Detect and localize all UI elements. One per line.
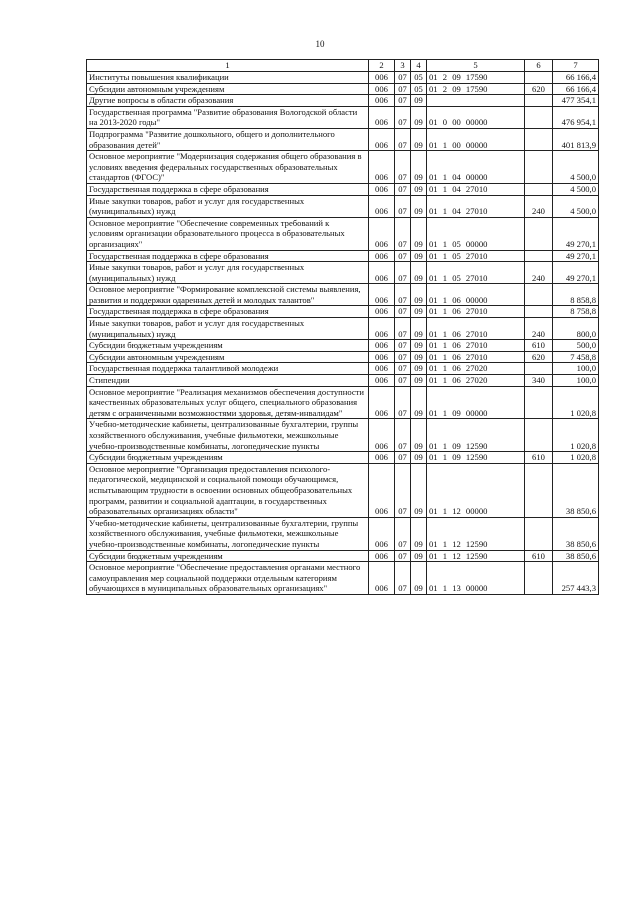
row-section: 07	[395, 72, 411, 84]
row-amount: 257 443,3	[553, 562, 599, 595]
row-admin-code: 006	[369, 106, 395, 128]
table-row	[87, 463, 599, 517]
row-expense-type	[525, 183, 553, 195]
table-row	[87, 452, 599, 464]
row-target-code: 01 1 12 00000	[427, 463, 525, 517]
header-col-4: 4	[411, 60, 427, 72]
row-admin-code: 006	[369, 217, 395, 250]
row-target-code: 01 1 05 00000	[427, 217, 525, 250]
row-subsection: 05	[411, 72, 427, 84]
row-target-code: 01 1 06 27010	[427, 318, 525, 340]
row-admin-code: 006	[369, 550, 395, 562]
row-expense-type: 240	[525, 262, 553, 284]
row-amount: 38 850,6	[553, 463, 599, 517]
table-row	[87, 550, 599, 562]
row-target-code: 01 2 09 17590	[427, 83, 525, 95]
table-row	[87, 95, 599, 107]
row-subsection: 09	[411, 284, 427, 306]
row-section: 07	[395, 128, 411, 150]
table-row	[87, 284, 599, 306]
table-row	[87, 72, 599, 84]
row-amount: 8 858,8	[553, 284, 599, 306]
row-subsection: 09	[411, 550, 427, 562]
row-section: 07	[395, 351, 411, 363]
table-row	[87, 83, 599, 95]
table-row	[87, 128, 599, 150]
row-amount: 66 166,4	[553, 72, 599, 84]
table-body	[87, 72, 599, 595]
row-amount: 477 354,1	[553, 95, 599, 107]
row-amount: 1 020,8	[553, 419, 599, 452]
row-section: 07	[395, 550, 411, 562]
row-admin-code: 006	[369, 72, 395, 84]
row-amount: 100,0	[553, 363, 599, 375]
row-section: 07	[395, 363, 411, 375]
row-target-code: 01 1 05 27010	[427, 250, 525, 262]
row-name: Институты повышения квалификации	[87, 72, 369, 84]
row-target-code: 01 1 06 00000	[427, 284, 525, 306]
row-target-code: 01 1 09 12590	[427, 452, 525, 464]
row-target-code	[427, 95, 525, 107]
row-section: 07	[395, 318, 411, 340]
row-subsection: 09	[411, 195, 427, 217]
row-amount: 401 813,9	[553, 128, 599, 150]
row-name: Основное мероприятие "Обеспечение современных требований к условиям организации образовательного процесса в образовательных организациях"	[87, 217, 369, 250]
row-subsection: 09	[411, 419, 427, 452]
row-section: 07	[395, 463, 411, 517]
row-section: 07	[395, 562, 411, 595]
row-subsection: 05	[411, 83, 427, 95]
row-amount: 4 500,0	[553, 183, 599, 195]
row-amount: 38 850,6	[553, 550, 599, 562]
row-amount: 476 954,1	[553, 106, 599, 128]
row-name: Основное мероприятие "Модернизация содержания общего образования в условиях введения федеральных государственных образовательных стандартов (ФГОС)"	[87, 151, 369, 184]
row-admin-code: 006	[369, 386, 395, 419]
row-section: 07	[395, 306, 411, 318]
row-target-code: 01 1 09 00000	[427, 386, 525, 419]
row-name: Государственная поддержка в сфере образования	[87, 250, 369, 262]
row-section: 07	[395, 340, 411, 352]
row-admin-code: 006	[369, 95, 395, 107]
row-admin-code: 006	[369, 284, 395, 306]
row-amount: 7 458,8	[553, 351, 599, 363]
row-amount: 4 500,0	[553, 195, 599, 217]
row-expense-type	[525, 562, 553, 595]
table-row	[87, 386, 599, 419]
table-row	[87, 106, 599, 128]
row-name: Учебно-методические кабинеты, централизованные бухгалтерии, группы хозяйственного обслуживания, учебные фильмотеки, межшкольные учебно-производственные комбинаты, логопедические пункты	[87, 517, 369, 550]
row-expense-type	[525, 250, 553, 262]
row-amount: 8 758,8	[553, 306, 599, 318]
row-subsection: 09	[411, 463, 427, 517]
row-admin-code: 006	[369, 463, 395, 517]
row-admin-code: 006	[369, 195, 395, 217]
row-section: 07	[395, 375, 411, 387]
row-section: 07	[395, 452, 411, 464]
table-row	[87, 183, 599, 195]
table-header-row	[87, 60, 599, 72]
row-section: 07	[395, 386, 411, 419]
table-row	[87, 562, 599, 595]
row-name: Иные закупки товаров, работ и услуг для государственных (муниципальных) нужд	[87, 262, 369, 284]
row-expense-type	[525, 106, 553, 128]
row-name: Субсидии бюджетным учреждениям	[87, 452, 369, 464]
row-expense-type: 340	[525, 375, 553, 387]
row-amount: 800,0	[553, 318, 599, 340]
row-subsection: 09	[411, 517, 427, 550]
row-amount: 4 500,0	[553, 151, 599, 184]
row-expense-type	[525, 128, 553, 150]
row-expense-type	[525, 463, 553, 517]
row-admin-code: 006	[369, 340, 395, 352]
row-expense-type: 610	[525, 550, 553, 562]
row-admin-code: 006	[369, 151, 395, 184]
budget-table	[86, 59, 599, 595]
row-section: 07	[395, 183, 411, 195]
row-section: 07	[395, 284, 411, 306]
row-subsection: 09	[411, 306, 427, 318]
row-section: 07	[395, 419, 411, 452]
row-target-code: 01 1 06 27010	[427, 351, 525, 363]
row-target-code: 01 1 12 12590	[427, 550, 525, 562]
row-amount: 1 020,8	[553, 386, 599, 419]
row-name: Иные закупки товаров, работ и услуг для государственных (муниципальных) нужд	[87, 195, 369, 217]
row-target-code: 01 1 06 27010	[427, 306, 525, 318]
row-target-code: 01 1 13 00000	[427, 562, 525, 595]
row-subsection: 09	[411, 318, 427, 340]
row-expense-type	[525, 306, 553, 318]
row-target-code: 01 1 05 27010	[427, 262, 525, 284]
row-name: Субсидии бюджетным учреждениям	[87, 550, 369, 562]
header-col-1: 1	[87, 60, 369, 72]
row-expense-type	[525, 72, 553, 84]
row-expense-type	[525, 419, 553, 452]
row-amount: 38 850,6	[553, 517, 599, 550]
row-admin-code: 006	[369, 517, 395, 550]
row-section: 07	[395, 517, 411, 550]
header-col-7: 7	[553, 60, 599, 72]
row-subsection: 09	[411, 106, 427, 128]
row-amount: 500,0	[553, 340, 599, 352]
table-row	[87, 250, 599, 262]
row-name: Основное мероприятие "Обеспечение предоставления органами местного самоуправления мер социальной поддержки отдельным категориям обучающихся в муниципальных образовательных организациях"	[87, 562, 369, 595]
row-subsection: 09	[411, 183, 427, 195]
row-section: 07	[395, 262, 411, 284]
row-subsection: 09	[411, 562, 427, 595]
row-admin-code: 006	[369, 306, 395, 318]
row-section: 07	[395, 217, 411, 250]
row-name: Основное мероприятие "Формирование комплексной системы выявления, развития и поддержки одаренных детей и молодых талантов"	[87, 284, 369, 306]
row-expense-type: 240	[525, 318, 553, 340]
row-name: Субсидии автономным учреждениям	[87, 83, 369, 95]
row-section: 07	[395, 106, 411, 128]
row-expense-type	[525, 363, 553, 375]
row-subsection: 09	[411, 217, 427, 250]
row-expense-type	[525, 151, 553, 184]
table-row	[87, 217, 599, 250]
row-admin-code: 006	[369, 452, 395, 464]
row-admin-code: 006	[369, 262, 395, 284]
row-target-code: 01 1 04 27010	[427, 183, 525, 195]
row-subsection: 09	[411, 250, 427, 262]
row-subsection: 09	[411, 151, 427, 184]
row-name: Стипендии	[87, 375, 369, 387]
row-target-code: 01 2 09 17590	[427, 72, 525, 84]
row-amount: 49 270,1	[553, 262, 599, 284]
row-expense-type	[525, 217, 553, 250]
table-row	[87, 351, 599, 363]
row-section: 07	[395, 250, 411, 262]
table-row	[87, 318, 599, 340]
row-expense-type	[525, 517, 553, 550]
row-admin-code: 006	[369, 375, 395, 387]
row-name: Другие вопросы в области образования	[87, 95, 369, 107]
row-expense-type	[525, 284, 553, 306]
row-expense-type: 240	[525, 195, 553, 217]
row-subsection: 09	[411, 452, 427, 464]
row-target-code: 01 1 09 12590	[427, 419, 525, 452]
row-amount: 100,0	[553, 375, 599, 387]
table-row	[87, 517, 599, 550]
row-section: 07	[395, 151, 411, 184]
row-name: Субсидии бюджетным учреждениям	[87, 340, 369, 352]
row-amount: 1 020,8	[553, 452, 599, 464]
row-subsection: 09	[411, 363, 427, 375]
row-subsection: 09	[411, 95, 427, 107]
row-expense-type: 610	[525, 452, 553, 464]
row-target-code: 01 1 04 27010	[427, 195, 525, 217]
row-amount: 49 270,1	[553, 217, 599, 250]
row-admin-code: 006	[369, 562, 395, 595]
row-admin-code: 006	[369, 250, 395, 262]
row-admin-code: 006	[369, 318, 395, 340]
row-target-code: 01 1 04 00000	[427, 151, 525, 184]
row-amount: 66 166,4	[553, 83, 599, 95]
table-row	[87, 262, 599, 284]
row-admin-code: 006	[369, 83, 395, 95]
row-expense-type	[525, 95, 553, 107]
header-col-6: 6	[525, 60, 553, 72]
table-row	[87, 419, 599, 452]
row-target-code: 01 1 06 27020	[427, 363, 525, 375]
row-subsection: 09	[411, 340, 427, 352]
row-subsection: 09	[411, 128, 427, 150]
row-name: Учебно-методические кабинеты, централизованные бухгалтерии, группы хозяйственного обслуживания, учебные фильмотеки, межшкольные учебно-производственные комбинаты, логопедические пункты	[87, 419, 369, 452]
row-expense-type: 620	[525, 351, 553, 363]
row-target-code: 01 1 06 27020	[427, 375, 525, 387]
row-target-code: 01 1 06 27010	[427, 340, 525, 352]
page-number: 10	[315, 39, 325, 49]
row-section: 07	[395, 95, 411, 107]
row-target-code: 01 1 00 00000	[427, 128, 525, 150]
header-col-3: 3	[395, 60, 411, 72]
row-expense-type	[525, 386, 553, 419]
row-admin-code: 006	[369, 419, 395, 452]
table-row	[87, 375, 599, 387]
row-subsection: 09	[411, 375, 427, 387]
row-target-code: 01 1 12 12590	[427, 517, 525, 550]
row-target-code: 01 0 00 00000	[427, 106, 525, 128]
row-name: Основное мероприятие "Организация предоставления психолого-педагогической, медицинской и социальной помощи обучающимся, испытывающим трудности в освоении основных общеобразовательных программ, развитии и социальной адаптации, в государственных образовательных организациях области"	[87, 463, 369, 517]
table-row	[87, 195, 599, 217]
header-col-5: 5	[427, 60, 525, 72]
table-row	[87, 306, 599, 318]
row-admin-code: 006	[369, 363, 395, 375]
row-expense-type: 610	[525, 340, 553, 352]
row-name: Подпрограмма "Развитие дошкольного, общего и дополнительного образования детей"	[87, 128, 369, 150]
row-amount: 49 270,1	[553, 250, 599, 262]
row-name: Субсидии автономным учреждениям	[87, 351, 369, 363]
row-name: Иные закупки товаров, работ и услуг для государственных (муниципальных) нужд	[87, 318, 369, 340]
row-expense-type: 620	[525, 83, 553, 95]
row-subsection: 09	[411, 262, 427, 284]
row-section: 07	[395, 195, 411, 217]
table-row	[87, 363, 599, 375]
row-subsection: 09	[411, 351, 427, 363]
table-row	[87, 151, 599, 184]
row-name: Государственная поддержка в сфере образования	[87, 306, 369, 318]
row-name: Государственная поддержка талантливой молодежи	[87, 363, 369, 375]
row-name: Государственная программа "Развитие образования Вологодской области на 2013-2020 годы"	[87, 106, 369, 128]
row-admin-code: 006	[369, 183, 395, 195]
row-admin-code: 006	[369, 128, 395, 150]
row-section: 07	[395, 83, 411, 95]
header-col-2: 2	[369, 60, 395, 72]
row-name: Основное мероприятие "Реализация механизмов обеспечения доступности качественных образовательных услуг общего, специального образования детям с ограниченными возможностями здоровья, детям-инвалидам"	[87, 386, 369, 419]
row-admin-code: 006	[369, 351, 395, 363]
table-row	[87, 340, 599, 352]
row-subsection: 09	[411, 386, 427, 419]
row-name: Государственная поддержка в сфере образования	[87, 183, 369, 195]
